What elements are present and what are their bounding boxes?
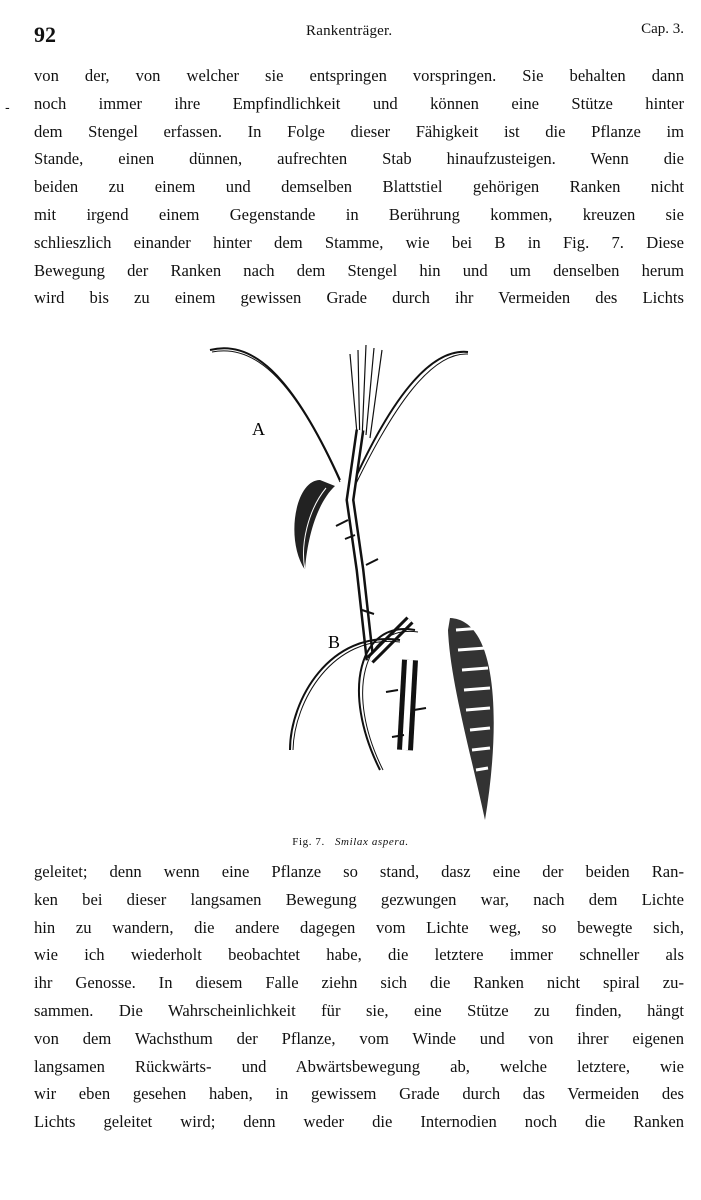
text-line: langsamen Rückwärts- und Abwärtsbewegung ab, welche letztere, wie [34,1056,684,1076]
paragraph-bottom [34,858,684,1136]
chapter-label: Cap. 3. [641,21,684,37]
text-line: sammen. Die Wahrscheinlichkeit für sie, eine Stütze zu finden, hängt [34,1000,684,1020]
smilax-drawing [200,330,510,830]
page-header [34,18,684,48]
text-line: von dem Wachsthum der Pflanze, vom Winde und von ihrer eigenen [34,1028,684,1048]
text-line: beiden zu einem und demselben Blattstiel gehörigen Ranken nicht [34,177,684,197]
text-line: ihr Genosse. In diesem Falle ziehn sich die Ranken nicht spiral zu- [34,973,684,993]
figure-smilax-illustration [200,330,510,830]
text-line: wird bis zu einem gewissen Grade durch ihr Vermeiden des Lichts [34,288,684,308]
text-line: mit irgend einem Gegenstande in Berührung kommen, kreuzen sie [34,204,684,224]
text-line: von der, von welcher sie entspringen vorspringen. Sie behalten dann [34,66,684,85]
text-line: dem Stengel erfassen. In Folge dieser Fähigkeit ist die Pflanze im [34,121,684,141]
text-line: hin zu wandern, die andere dagegen vom Lichte weg, so bewegte sich, [34,917,684,937]
text-line: noch immer ihre Empfindlichkeit und können eine Stütze hinter [34,93,684,113]
page-number: 92 [34,22,56,47]
text-line: Lichts geleitet wird; denn weder die Internodien noch die Ranken [34,1112,684,1132]
text-line: ken bei dieser langsamen Bewegung gezwungen war, nach dem Lichte [34,889,684,909]
figure-label-a: A [252,419,265,439]
text-line: wir eben gesehen haben, in gewissem Grade durch das Vermeiden des [34,1084,684,1104]
margin-mark: - [5,100,10,116]
running-title: Rankenträger. [306,23,393,39]
text-line: geleitet; denn wenn eine Pflanze so stand, dasz eine der beiden Ran- [34,862,684,881]
figure-label-b: B [328,632,341,652]
text-line: Bewegung der Ranken nach dem Stengel hin und um denselben herum [34,260,684,280]
figure-caption [0,836,701,848]
text-line: Stande, einen dünnen, aufrechten Stab hinaufzusteigen. Wenn die [34,149,684,169]
text-line: schlieszlich einander hinter dem Stamme, wie bei B in Fig. 7. Diese [34,232,684,252]
figure-species: Smilax aspera. [334,836,409,848]
figure-number: Fig. 7. [292,836,325,848]
paragraph-top [34,62,684,312]
text-line: wie ich wiederholt beobachtet habe, die letztere immer schneller als [34,945,684,965]
